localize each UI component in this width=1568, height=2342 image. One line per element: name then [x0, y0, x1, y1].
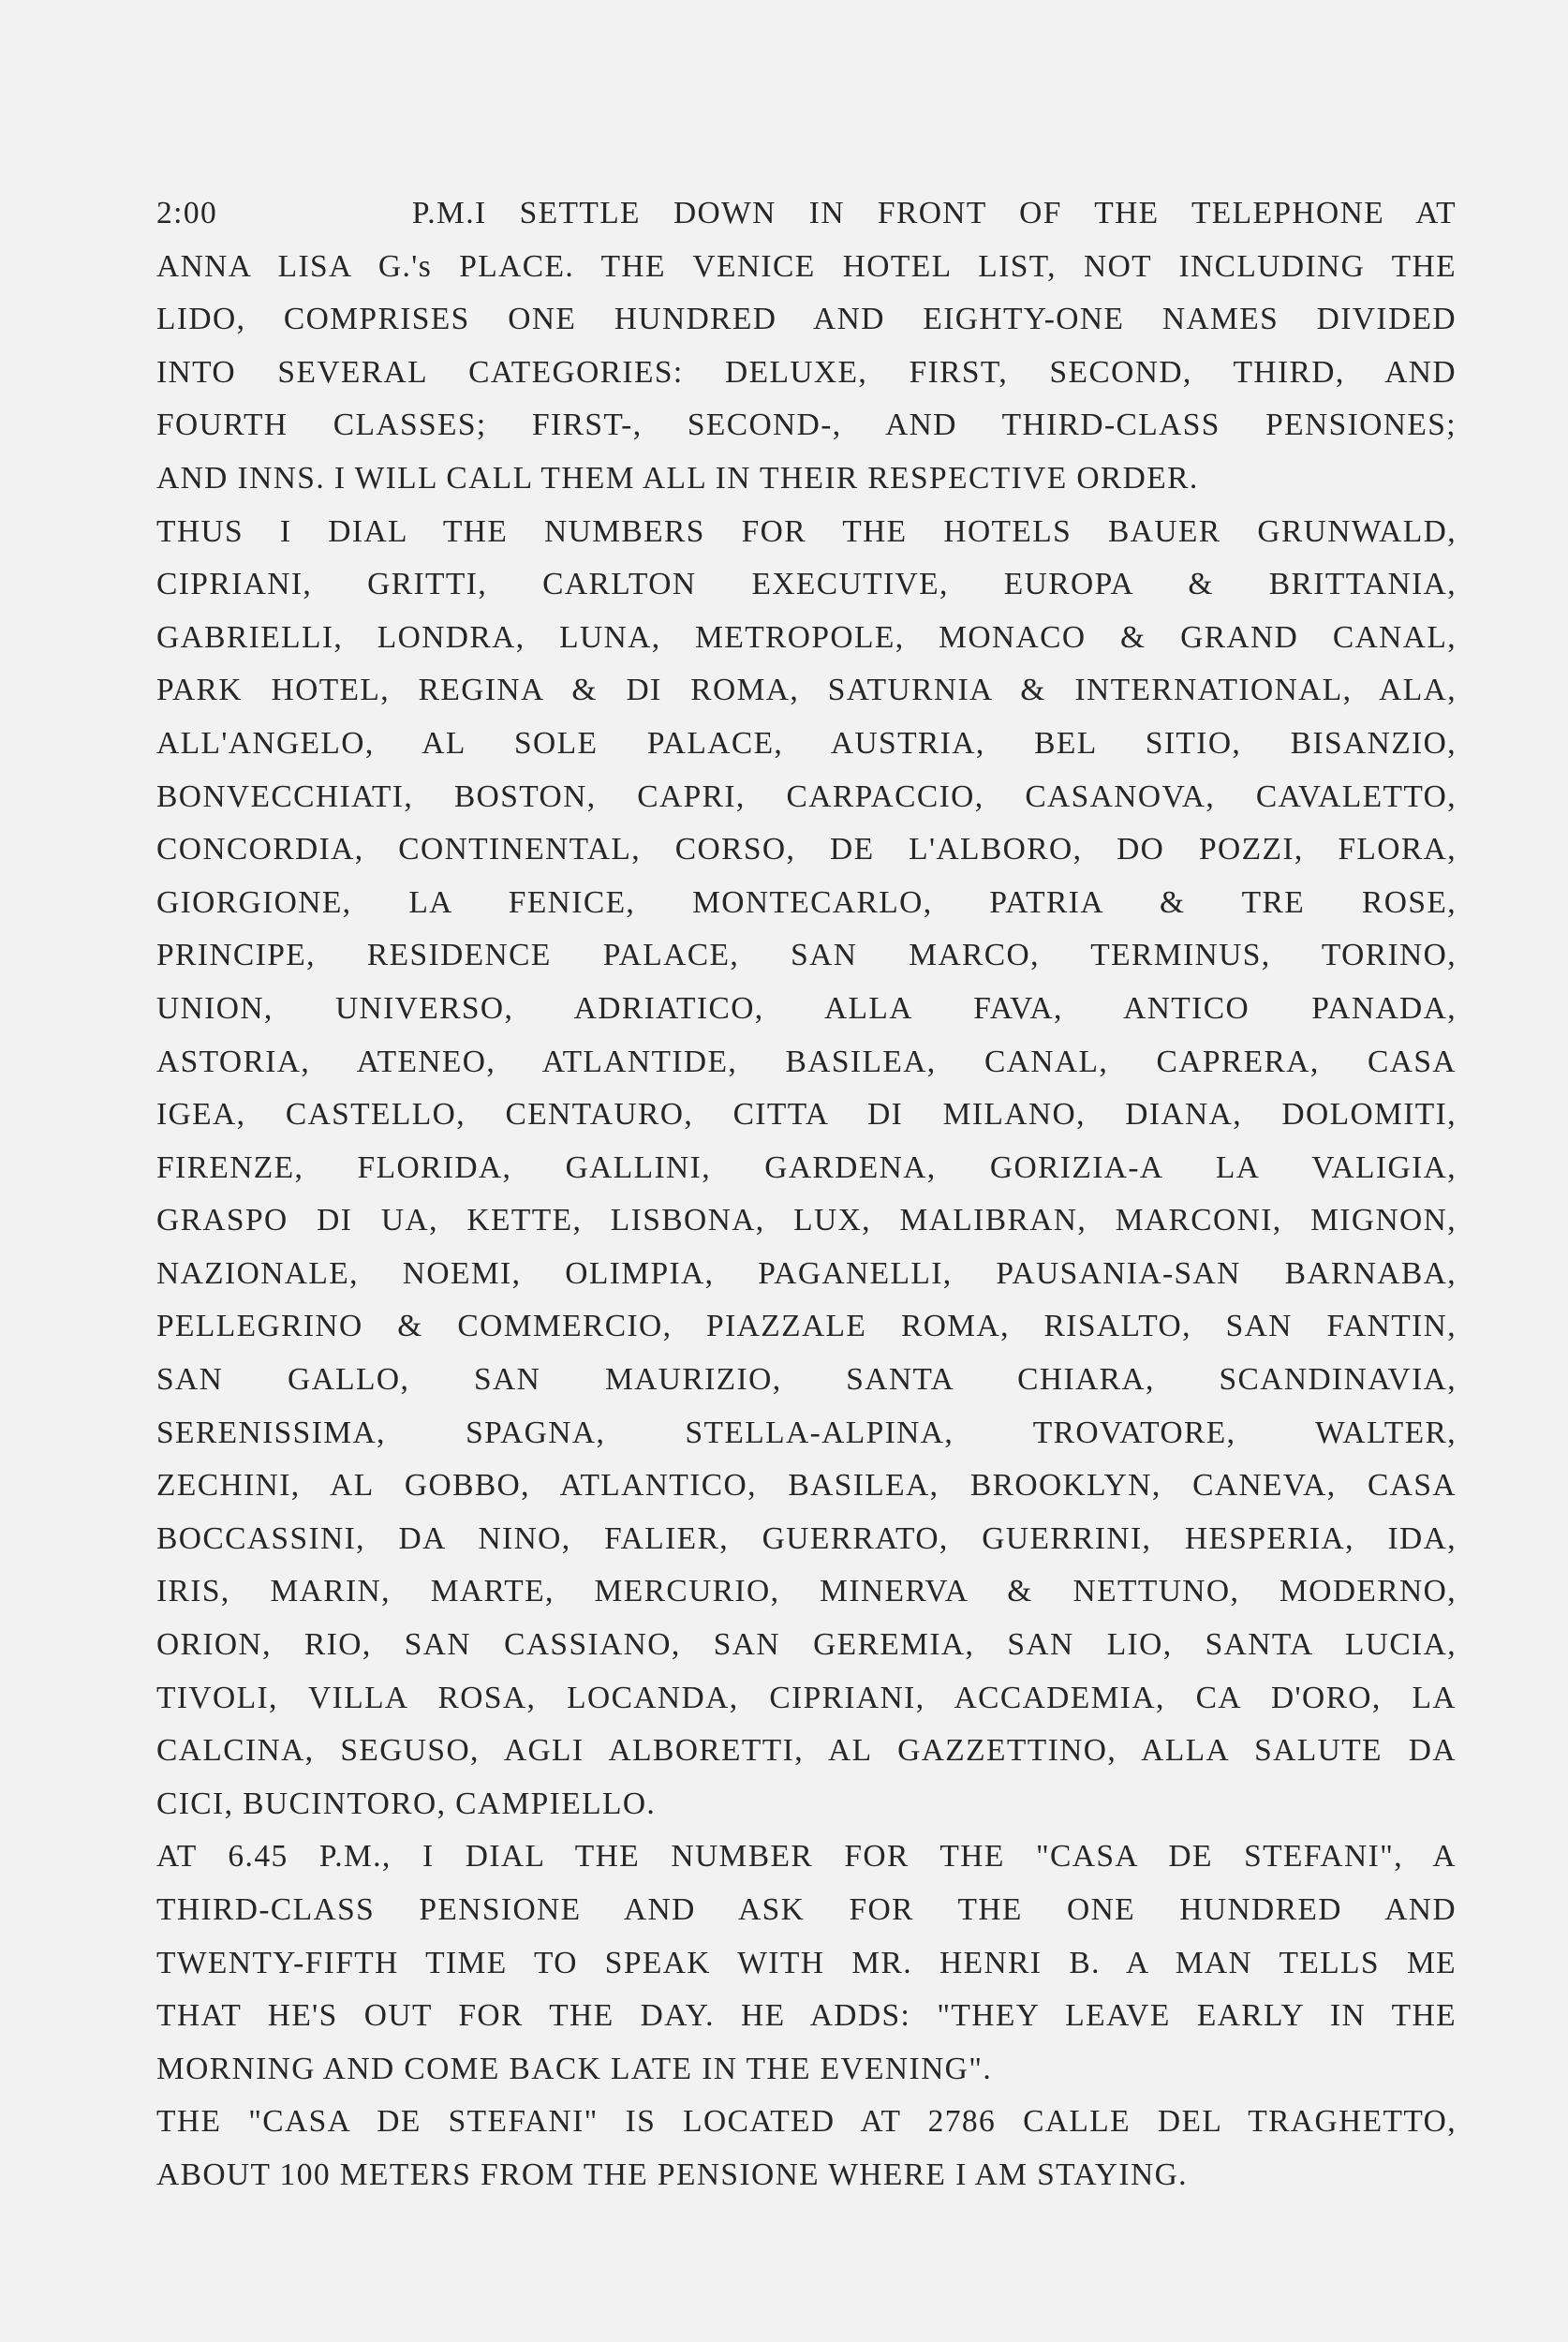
text-line: ABOUT 100 METERS FROM THE PENSIONE WHERE I AM STAYING.: [156, 2157, 1188, 2192]
text-line: TWENTY-FIFTH TIME TO SPEAK WITH MR. HENRI B. A MAN TELLS ME: [156, 1945, 1457, 1980]
text-line: INTO SEVERAL CATEGORIES: DELUXE, FIRST, SECOND, THIRD, AND: [156, 354, 1457, 390]
text-line: TIVOLI, VILLA ROSA, LOCANDA, CIPRIANI, ACCADEMIA, CA D'ORO, LA: [156, 1680, 1457, 1715]
text-line: PARK HOTEL, REGINA & DI ROMA, SATURNIA & INTERNATIONAL, ALA,: [156, 673, 1457, 708]
text-line: GIORGIONE, LA FENICE, MONTECARLO, PATRIA & TRE ROSE,: [156, 884, 1457, 920]
text-line: GRASPO DI UA, KETTE, LISBONA, LUX, MALIBRAN, MARCONI, MIGNON,: [156, 1203, 1457, 1238]
text-line: IGEA, CASTELLO, CENTAURO, CITTA DI MILANO, DIANA, DOLOMITI,: [156, 1097, 1457, 1133]
text-line: PELLEGRINO & COMMERCIO, PIAZZALE ROMA, RISALTO, SAN FANTIN,: [156, 1309, 1457, 1344]
paragraph: [156, 241, 1457, 506]
text-line: THUS I DIAL THE NUMBERS FOR THE HOTELS BAUER GRUNWALD,: [156, 513, 1457, 549]
text-line: CONCORDIA, CONTINENTAL, CORSO, DE L'ALBORO, DO POZZI, FLORA,: [156, 832, 1457, 867]
text-line: LIDO, COMPRISES ONE HUNDRED AND EIGHTY-ONE NAMES DIVIDED: [156, 302, 1457, 337]
text-line: BONVECCHIATI, BOSTON, CAPRI, CARPACCIO, CASANOVA, CAVALETTO,: [156, 778, 1457, 814]
document-body: [156, 241, 1457, 2202]
text-line: MORNING AND COME BACK LATE IN THE EVENING".: [156, 2051, 993, 2086]
paragraph: [156, 1831, 1457, 2096]
text-line: PRINCIPE, RESIDENCE PALACE, SAN MARCO, TERMINUS, TORINO,: [156, 938, 1457, 973]
text-line: AND INNS. I WILL CALL THEM ALL IN THEIR RESPECTIVE ORDER.: [156, 460, 1199, 496]
text-line: ANNA LISA G.'s PLACE. THE VENICE HOTEL LIST, NOT INCLUDING THE: [156, 248, 1457, 284]
text-line: UNION, UNIVERSO, ADRIATICO, ALLA FAVA, ANTICO PANADA,: [156, 990, 1457, 1026]
text-line: CALCINA, SEGUSO, AGLI ALBORETTI, AL GAZZETTINO, ALLA SALUTE DA: [156, 1733, 1457, 1769]
paragraph: [156, 506, 1457, 1831]
entry-first-line-text: I SETTLE DOWN IN FRONT OF THE TELEPHONE AT: [475, 196, 1457, 230]
text-line: ASTORIA, ATENEO, ATLANTIDE, BASILEA, CANAL, CAPRERA, CASA: [156, 1044, 1457, 1079]
entry-first-line: [156, 187, 1457, 241]
text-line: SAN GALLO, SAN MAURIZIO, SANTA CHIARA, SCANDINAVIA,: [156, 1362, 1457, 1398]
text-line: CIPRIANI, GRITTI, CARLTON EXECUTIVE, EUROPA & BRITTANIA,: [156, 567, 1457, 602]
entry-time: 2:00 P.M.: [156, 196, 475, 230]
text-line: THAT HE'S OUT FOR THE DAY. HE ADDS: "THEY LEAVE EARLY IN THE: [156, 1998, 1457, 2034]
text-line: FIRENZE, FLORIDA, GALLINI, GARDENA, GORIZIA-A LA VALIGIA,: [156, 1149, 1457, 1185]
text-line: IRIS, MARIN, MARTE, MERCURIO, MINERVA & NETTUNO, MODERNO,: [156, 1574, 1457, 1609]
text-line: THE "CASA DE STEFANI" IS LOCATED AT 2786 CALLE DEL TRAGHETTO,: [156, 2104, 1457, 2140]
text-line: ALL'ANGELO, AL SOLE PALACE, AUSTRIA, BEL SITIO, BISANZIO,: [156, 725, 1457, 761]
text-line: NAZIONALE, NOEMI, OLIMPIA, PAGANELLI, PAUSANIA-SAN BARNABA,: [156, 1255, 1457, 1291]
text-line: AT 6.45 P.M., I DIAL THE NUMBER FOR THE "CASA DE STEFANI", A: [156, 1839, 1457, 1875]
text-line: GABRIELLI, LONDRA, LUNA, METROPOLE, MONACO & GRAND CANAL,: [156, 619, 1457, 655]
text-line: ZECHINI, AL GOBBO, ATLANTICO, BASILEA, BROOKLYN, CANEVA, CASA: [156, 1468, 1457, 1504]
paragraph: [156, 2096, 1457, 2201]
document-page: [156, 187, 1457, 2202]
text-line: FOURTH CLASSES; FIRST-, SECOND-, AND THIRD-CLASS PENSIONES;: [156, 408, 1457, 443]
text-line: CICI, BUCINTORO, CAMPIELLO.: [156, 1786, 657, 1821]
text-line: ORION, RIO, SAN CASSIANO, SAN GEREMIA, SAN LIO, SANTA LUCIA,: [156, 1627, 1457, 1663]
text-line: BOCCASSINI, DA NINO, FALIER, GUERRATO, GUERRINI, HESPERIA, IDA,: [156, 1520, 1457, 1556]
text-line: SERENISSIMA, SPAGNA, STELLA-ALPINA, TROVATORE, WALTER,: [156, 1415, 1457, 1450]
text-line: THIRD-CLASS PENSIONE AND ASK FOR THE ONE HUNDRED AND: [156, 1892, 1457, 1927]
